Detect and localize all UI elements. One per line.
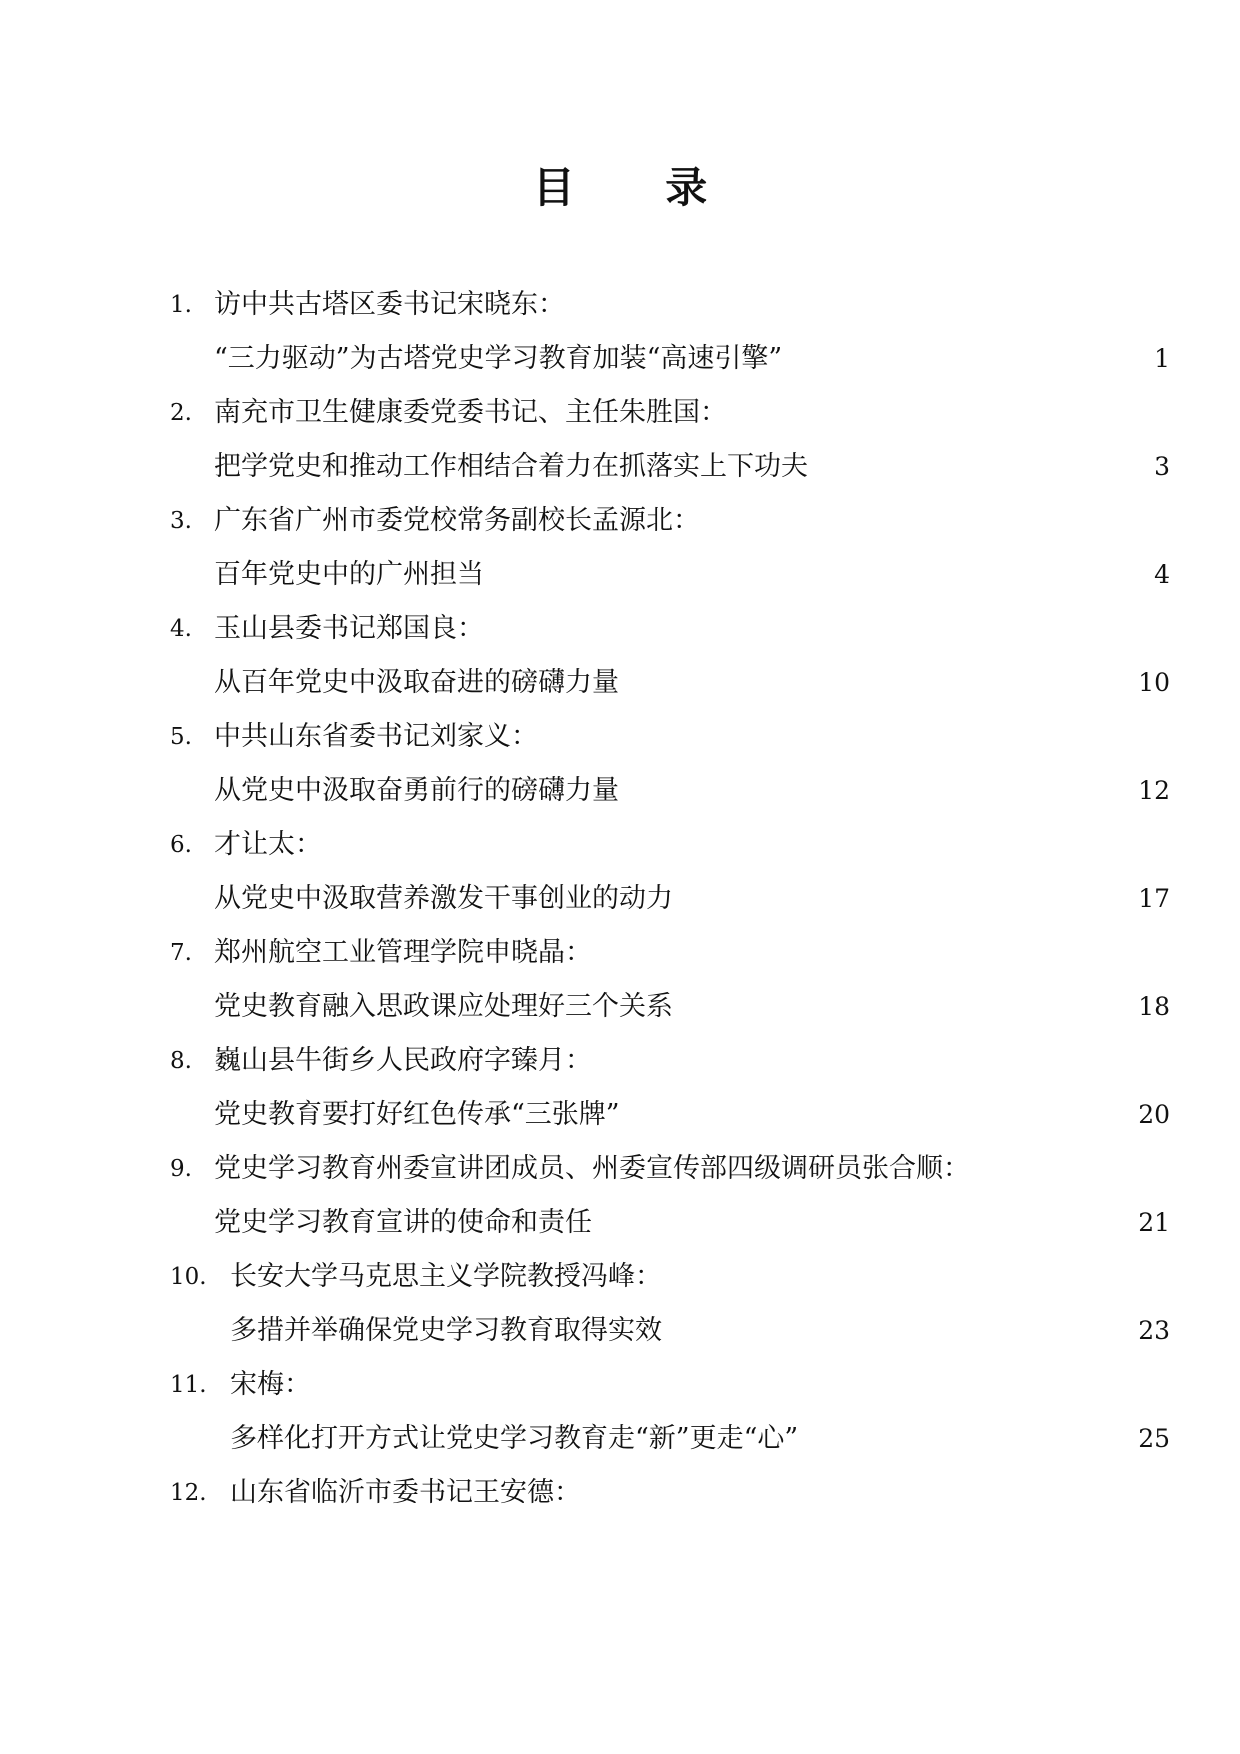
entry-title: 多样化打开方式让党史学习教育走“新”更走“心”: [230, 1423, 799, 1454]
entry-page-number: 4: [1154, 560, 1170, 589]
entry-author: 才让太：: [214, 829, 322, 860]
entry-title: 多措并举确保党史学习教育取得实效: [230, 1315, 662, 1346]
entry-page-number: 18: [1138, 992, 1170, 1021]
entry-page-number: 17: [1138, 884, 1170, 913]
entry-author: 巍山县牛街乡人民政府字臻月：: [214, 1045, 592, 1076]
entry-author: 中共山东省委书记刘家义：: [214, 721, 538, 752]
entry-number: 6.: [170, 832, 192, 858]
entry-author: 南充市卫生健康委党委书记、主任朱胜国：: [214, 397, 727, 428]
entry-title: 把学党史和推动工作相结合着力在抓落实上下功夫: [214, 451, 808, 482]
toc-entry-title-line: [0, 764, 1240, 818]
entry-title: 百年党史中的广州担当: [214, 559, 484, 590]
toc-entry-header: [0, 1142, 1240, 1196]
entry-title: 党史学习教育宣讲的使命和责任: [214, 1207, 592, 1238]
toc-entry-title-line: [0, 656, 1240, 710]
toc-entry-header: [0, 494, 1240, 548]
entry-page-number: 20: [1138, 1100, 1170, 1129]
entry-title: 从党史中汲取营养激发干事创业的动力: [214, 883, 673, 914]
toc-entry-11[interactable]: [0, 1358, 1240, 1466]
entry-page-number: 23: [1138, 1316, 1170, 1345]
toc-entry-header: [0, 1034, 1240, 1088]
entry-author: 玉山县委书记郑国良：: [214, 613, 484, 644]
toc-entry-header: [0, 710, 1240, 764]
page-title: 目 录: [532, 163, 746, 212]
toc-entry-header: [0, 926, 1240, 980]
entry-title: 从百年党史中汲取奋进的磅礴力量: [214, 667, 619, 698]
toc-entry-title-line: [0, 332, 1240, 386]
toc-entry-title-line: [0, 548, 1240, 602]
toc-entry-3[interactable]: [0, 494, 1240, 602]
toc-entry-header: [0, 1250, 1240, 1304]
toc-entry-title-line: [0, 1196, 1240, 1250]
entry-author: 宋梅：: [230, 1369, 311, 1400]
entry-number: 4.: [170, 616, 192, 642]
entry-number: 9.: [170, 1156, 192, 1182]
toc-entry-9[interactable]: [0, 1142, 1240, 1250]
entry-author: 党史学习教育州委宣讲团成员、州委宣传部四级调研员张合顺：: [214, 1153, 970, 1184]
entry-author: 访中共古塔区委书记宋晓东：: [214, 289, 565, 320]
toc-entry-title-line: [0, 872, 1240, 926]
toc-entry-title-line: [0, 980, 1240, 1034]
toc-entry-title-line: [0, 1304, 1240, 1358]
entry-page-number: 21: [1138, 1208, 1170, 1237]
toc-entry-10[interactable]: [0, 1250, 1240, 1358]
entry-author: 山东省临沂市委书记王安德：: [230, 1477, 581, 1508]
entry-author: 广东省广州市委党校常务副校长孟源北：: [214, 505, 700, 536]
toc-entry-5[interactable]: [0, 710, 1240, 818]
entry-title: 从党史中汲取奋勇前行的磅礴力量: [214, 775, 619, 806]
entry-page-number: 10: [1138, 668, 1170, 697]
entry-page-number: 12: [1138, 776, 1170, 805]
toc-entry-header: [0, 278, 1240, 332]
toc-entry-8[interactable]: [0, 1034, 1240, 1142]
entry-page-number: 3: [1154, 452, 1170, 481]
entry-page-number: 25: [1138, 1424, 1170, 1453]
toc-entry-12[interactable]: [0, 1466, 1240, 1574]
toc-entry-header: [0, 818, 1240, 872]
toc-entry-1[interactable]: [0, 278, 1240, 386]
entry-number: 12.: [170, 1480, 207, 1506]
entry-title: 党史教育要打好红色传承“三张牌”: [214, 1099, 620, 1130]
toc-entry-6[interactable]: [0, 818, 1240, 926]
toc-entry-2[interactable]: [0, 386, 1240, 494]
entry-number: 8.: [170, 1048, 192, 1074]
entry-author: 郑州航空工业管理学院申晓晶：: [214, 937, 592, 968]
toc-entry-4[interactable]: [0, 602, 1240, 710]
entry-author: 长安大学马克思主义学院教授冯峰：: [230, 1261, 662, 1292]
toc-entry-header: [0, 602, 1240, 656]
entry-page-number: 1: [1154, 344, 1170, 373]
entry-number: 7.: [170, 940, 192, 966]
toc-entry-header: [0, 1466, 1240, 1520]
toc-entry-title-line: [0, 1088, 1240, 1142]
entry-title: “三力驱动”为古塔党史学习教育加装“高速引擎”: [214, 343, 783, 374]
entry-number: 3.: [170, 508, 192, 534]
entry-number: 1.: [170, 292, 192, 318]
entry-number: 11.: [170, 1372, 207, 1398]
toc-entry-7[interactable]: [0, 926, 1240, 1034]
toc-entry-header: [0, 386, 1240, 440]
entry-number: 10.: [170, 1264, 207, 1290]
toc-entry-header: [0, 1358, 1240, 1412]
entry-title: 党史教育融入思政课应处理好三个关系: [214, 991, 673, 1022]
table-of-contents: [0, 278, 1240, 1574]
entry-number: 5.: [170, 724, 192, 750]
toc-entry-title-line: [0, 1412, 1240, 1466]
toc-entry-title-line: [0, 440, 1240, 494]
entry-number: 2.: [170, 400, 192, 426]
